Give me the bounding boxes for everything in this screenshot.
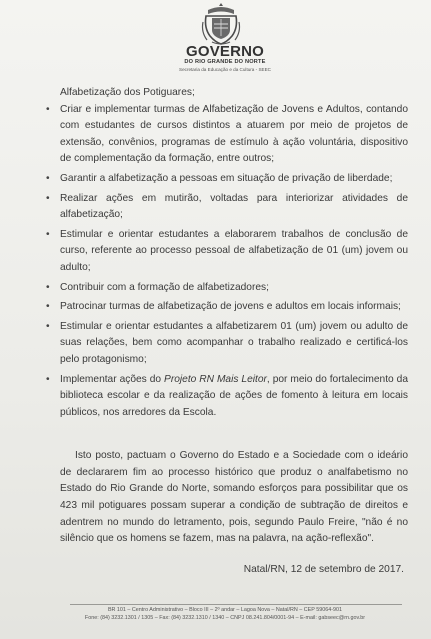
list-item: • Estimular e orientar estudantes a elaborarem trabalhos de conclusão de curso, referente ao processo pessoal de alfabetização de 01 (um) jovem ou adulto; bbox=[60, 227, 408, 277]
closing-paragraph: Isto posto, pactuam o Governo do Estado e a Sociedade com o ideário de declararem fim ao processo histórico que produz o analfabetismo no Estado do Rio Grande do Norte, somando esforços para possibilitar que os 423 mil potiguares possam superar a condição de subtração de direitos e adentrem no mundo do letramento, pois, segundo Paulo Freire, "não é no silêncio que os homens se fazem, mas na palavra, na ação-reflexão". bbox=[60, 450, 408, 545]
state-coat-of-arms-icon bbox=[200, 2, 242, 46]
list-item: • Garantir a alfabetização a pessoas em situação de privação de liberdade; bbox=[60, 171, 408, 188]
document-body bbox=[60, 85, 408, 578]
letterhead-department: Secretaria da Educação e da Cultura - SEEC bbox=[179, 67, 271, 72]
footer bbox=[30, 607, 420, 622]
letterhead bbox=[160, 2, 290, 82]
action-list bbox=[60, 102, 408, 422]
project-name: Projeto RN Mais Leitor bbox=[164, 373, 267, 385]
footer-contacts: Fone: (84) 3232.1301 / 1305 – Fax: (84) 3232.1310 / 1340 – CNPJ 08.241.804/0001-94 – E-mail: gabseec@rn.gov.br bbox=[84, 614, 366, 621]
list-item: • Realizar ações em mutirão, voltadas para interiorizar atividades de alfabetização; bbox=[60, 191, 408, 224]
list-item: • Estimular e orientar estudantes a alfabetizarem 01 (um) jovem ou adulto de suas relações, bem como acompanhar o trabalho realizado e certificá-los pelo protagonismo; bbox=[60, 319, 408, 369]
list-item bbox=[60, 372, 408, 422]
list-item: • Patrocinar turmas de alfabetização de jovens e adultos em locais informais; bbox=[60, 299, 408, 316]
letterhead-subtitle: DO RIO GRANDE DO NORTE bbox=[184, 59, 266, 65]
list-item-text: , por meio do fortalecimento da biblioteca escolar e da realização de ações de fomento à leitura em locais públicos, nos arredores da Escola. bbox=[60, 373, 408, 418]
list-item: • Criar e implementar turmas de Alfabetização de Jovens e Adultos, contando com estudantes de cursos distintos a atuarem por meio de projetos de extensão, convênios, programas de estímulo à ação voluntária, dispositivo de complementação da formação, entre outros; bbox=[60, 102, 408, 168]
list-item-text: Implementar ações do bbox=[60, 373, 165, 385]
footer-divider bbox=[70, 604, 402, 605]
footer-address: BR 101 – Centro Administrativo – Bloco III – 2º andar – Lagoa Nova – Natal/RN – CEP 59064-901 bbox=[107, 607, 343, 613]
intro-line: Alfabetização dos Potiguares; bbox=[60, 87, 195, 98]
letterhead-title: GOVERNO bbox=[185, 43, 265, 60]
date-line: Natal/RN, 12 de setembro de 2017. bbox=[243, 563, 404, 575]
list-item: • Contribuir com a formação de alfabetizadores; bbox=[60, 280, 408, 297]
